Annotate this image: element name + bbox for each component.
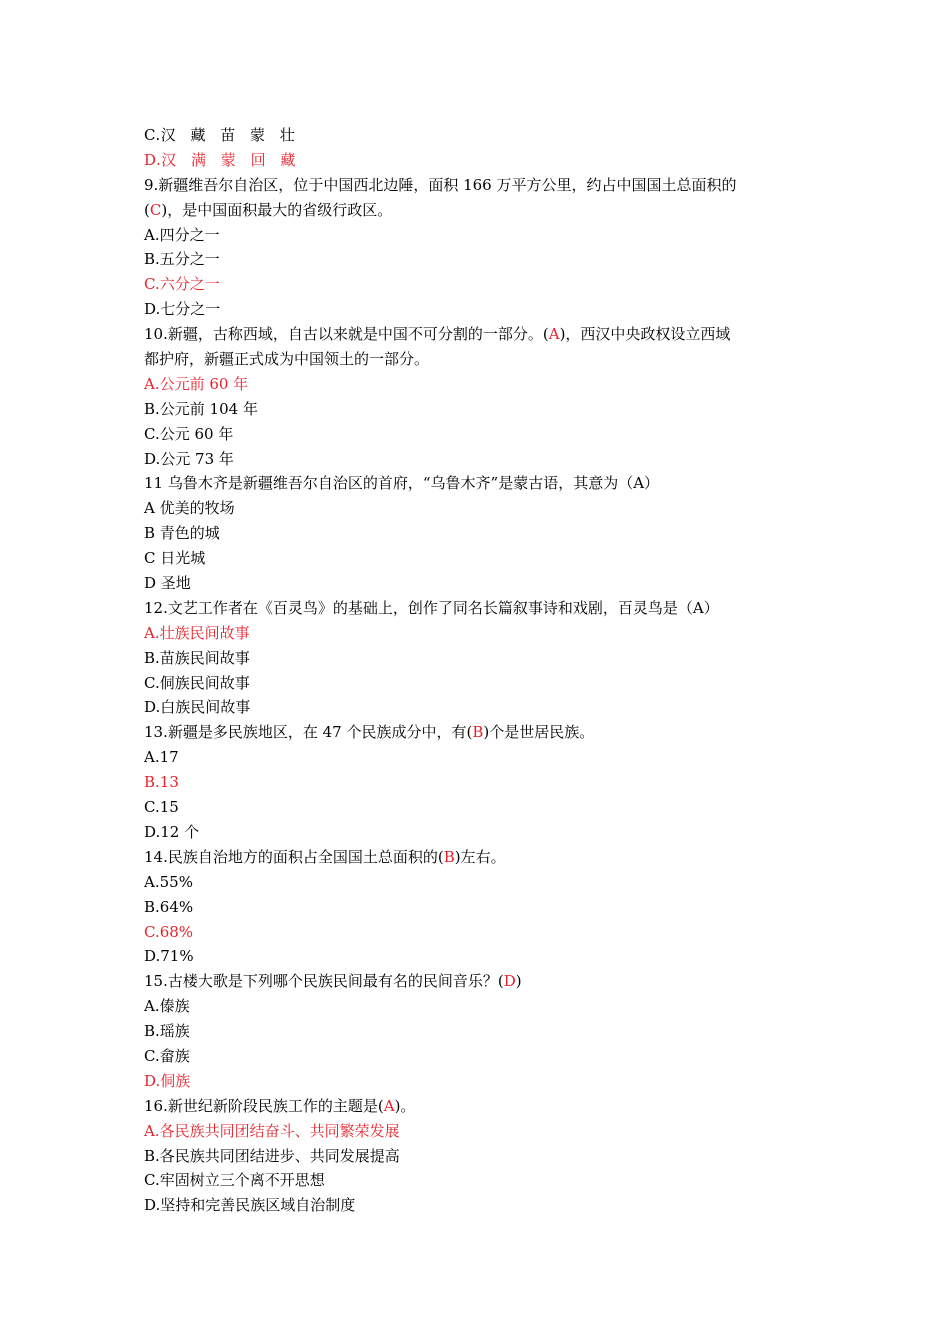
document-body [144, 123, 814, 1218]
answer-option-line: C.68% [144, 922, 194, 941]
option-line: A 优美的牧场 [144, 499, 235, 518]
option-line: B.64% [144, 897, 194, 916]
option-line: B.苗族民间故事 [144, 648, 250, 667]
option-line: C.公元 60 年 [144, 424, 234, 443]
question-13 [144, 720, 814, 745]
question-14 [144, 845, 814, 870]
question-text: 15.古楼大歌是下列哪个民族民间最有名的民间音乐？( [144, 972, 504, 991]
answer-letter: B [472, 723, 484, 742]
question-9-continued [144, 198, 814, 223]
answer-option-line: A.公元前 60 年 [144, 374, 249, 393]
question-10-continued: 都护府，新疆正式成为中国领土的一部分。 [144, 350, 430, 369]
answer-option-line: B.13 [144, 773, 179, 792]
question-16 [144, 1094, 814, 1119]
option-line: C.牢固树立三个离不开思想 [144, 1171, 325, 1190]
option-line: B.公元前 104 年 [144, 399, 258, 418]
question-11: 11 乌鲁木齐是新疆维吾尔自治区的首府，“乌鲁木齐”是蒙古语，其意为（A） [144, 474, 660, 493]
question-text: )，西汉中央政权设立西域 [559, 325, 731, 344]
option-line: C.畲族 [144, 1046, 190, 1065]
question-12: 12.文艺工作者在《百灵鸟》的基础上，创作了同名长篇叙事诗和戏剧，百灵鸟是（A） [144, 598, 719, 617]
question-text: )左右。 [454, 847, 506, 866]
answer-letter: A [383, 1096, 395, 1115]
answer-option-line: D.侗族 [144, 1071, 191, 1090]
question-text: 14.民族自治地方的面积占全国国土总面积的( [144, 847, 444, 866]
option-line: A.17 [144, 748, 179, 767]
question-15 [144, 969, 814, 994]
option-line: B.瑶族 [144, 1022, 190, 1041]
answer-letter: A [548, 325, 560, 344]
option-line: A.四分之一 [144, 225, 220, 244]
answer-option-line: D.汉 满 蒙 回 藏 [144, 150, 296, 169]
option-line: B.各民族共同团结进步、共同发展提高 [144, 1146, 400, 1165]
option-line: B.五分之一 [144, 250, 220, 269]
option-line: A.傣族 [144, 997, 190, 1016]
question-text: 10.新疆，古称西域，自古以来就是中国不可分割的一部分。( [144, 325, 549, 344]
option-line: D.71% [144, 947, 194, 966]
question-9: 9.新疆维吾尔自治区，位于中国西北边陲，面积 166 万平方公里，约占中国国土总面积的 [144, 175, 737, 194]
option-line: D.公元 73 年 [144, 449, 234, 468]
answer-option-line: A.各民族共同团结奋斗、共同繁荣发展 [144, 1121, 400, 1140]
answer-letter: C [149, 200, 162, 219]
option-line: B 青色的城 [144, 524, 220, 543]
answer-letter: B [443, 847, 455, 866]
option-line: C.15 [144, 798, 179, 817]
answer-option-line: C.六分之一 [144, 275, 220, 294]
option-line: A.55% [144, 872, 193, 891]
question-text: 16.新世纪新阶段民族工作的主题是( [144, 1096, 384, 1115]
question-text: 13.新疆是多民族地区，在 47 个民族成分中，有( [144, 723, 473, 742]
option-line: C.侗族民间故事 [144, 673, 250, 692]
option-line: D.白族民间故事 [144, 698, 251, 717]
question-text: ) [515, 972, 522, 991]
option-line: D.七分之一 [144, 300, 221, 319]
paren-open: ( [144, 200, 150, 219]
question-text: )。 [394, 1096, 416, 1115]
option-line: C 日光城 [144, 549, 206, 568]
question-text: )，是中国面积最大的省级行政区。 [161, 200, 393, 219]
question-10 [144, 322, 814, 347]
answer-option-line: A.壮族民间故事 [144, 623, 250, 642]
option-line: D.12 个 [144, 822, 200, 841]
option-line: C.汉 藏 苗 蒙 壮 [144, 126, 296, 144]
question-text: )个是世居民族。 [483, 723, 595, 742]
answer-letter: D [503, 972, 516, 991]
option-line: D 圣地 [144, 574, 191, 593]
option-line: D.坚持和完善民族区域自治制度 [144, 1196, 356, 1215]
